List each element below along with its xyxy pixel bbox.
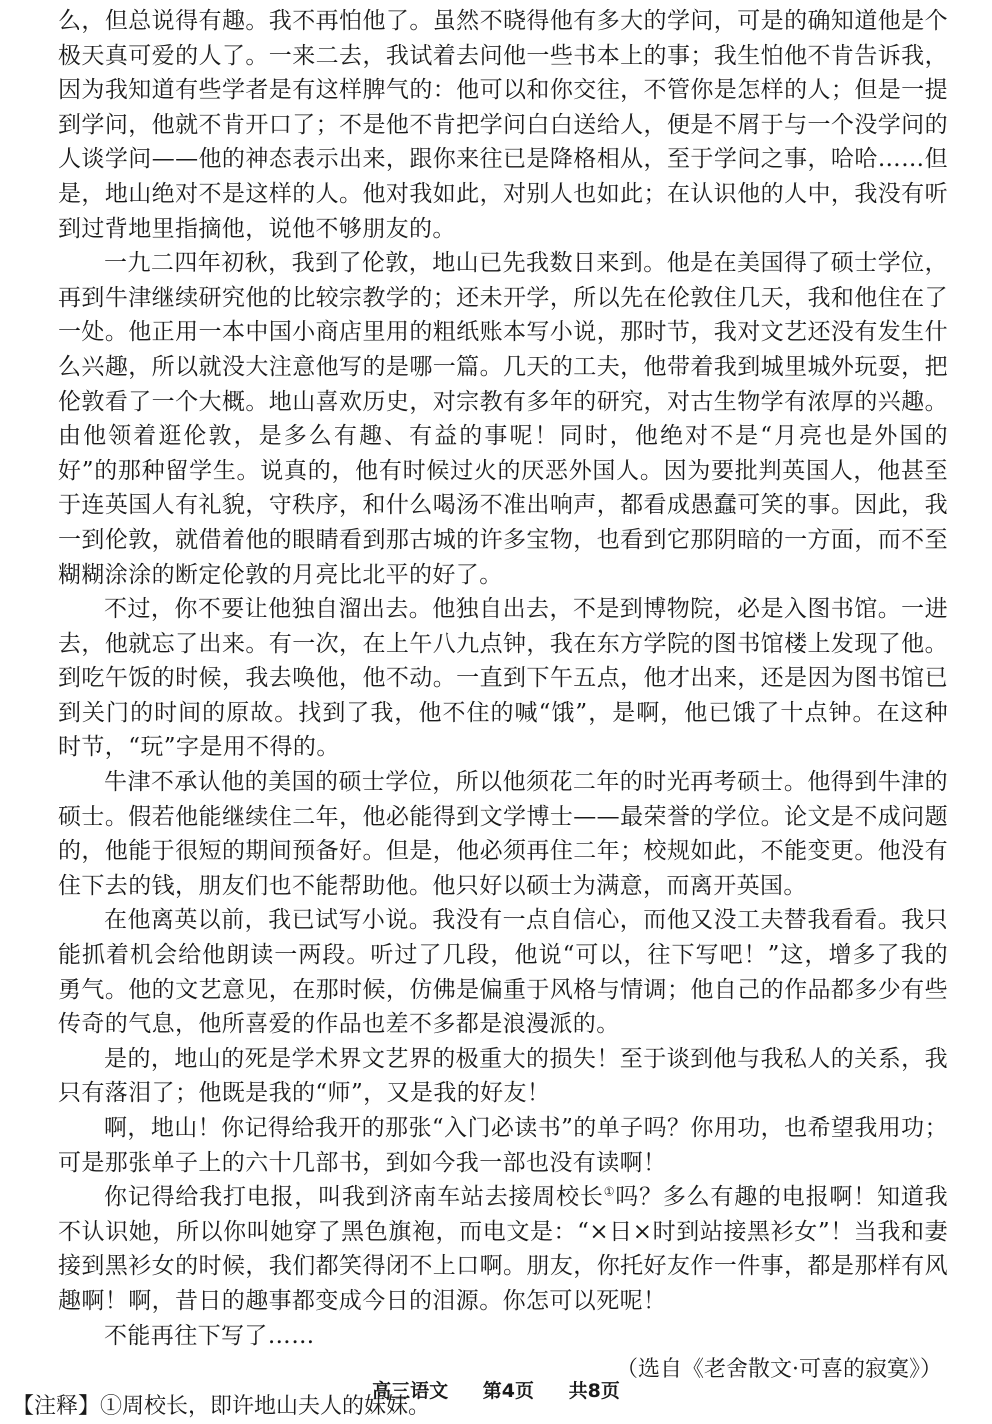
footer-total-pages: 共8页	[568, 1380, 620, 1402]
closing-line: 不能再往下写了……	[104, 1322, 315, 1349]
annotation-note: 【注释】①周校长，即许地山夫人的妹妹。	[12, 1393, 431, 1419]
paragraph-6: 是的，地山的死是学术界文艺界的极重大的损失！至于谈到他与我私人的关系，我只有落泪了；他既是我的“师”，又是我的好友！	[58, 1045, 948, 1107]
telegram-text-before: 你记得给我打电报，叫我到济南车站去接周校长	[104, 1184, 604, 1211]
paragraph-5: 在他离英以前，我已试写小说。我没有一点自信心，而他又没工夫替我看看。我只能抓着机会给他朗读一两段。听过了几段，他说“可以，往下写吧！”这，增多了我的勇气。他的文艺意见，在那时候，仿佛是偏重于风格与情调；他自己的作品都多少有些传奇的气息，他所喜爱的作品也差不多都是浪漫派的。	[58, 907, 948, 1038]
footer-page-number: 第4页	[482, 1380, 534, 1402]
paragraph-telegram	[58, 1180, 948, 1318]
paragraph-4: 牛津不承认他的美国的硕士学位，所以他须花二年的时光再考硕士。他得到牛津的硕士。假若他能继续住二年，他必能得到文学博士——最荣誉的学位。论文是不成问题的，他能于很短的期间预备好。但是，他必须再住二年；校规如此，不能变更。他没有住下去的钱，朋友们也不能帮助他。他只好以硕士为满意，而离开英国。	[58, 769, 948, 899]
source-citation: （选自《老舍散文·可喜的寂寞》）	[616, 1357, 942, 1383]
paragraph-1: 么，但总说得有趣。我不再怕他了。虽然不晓得他有多大的学问，可是的确知道他是个极天真可爱的人了。一来二去，我试着去问他一些书本上的事；我生怕他不肯告诉我，因为我知道有些学者是有这样脾气的：他可以和你交往，不管你是怎样的人；但是一提到学问，他就不肯开口了；不是他不肯把学问白白送给人，便是不屑于与一个没学问的人谈学问——他的神态表示出来，跟你来往已是降格相从，至于学问之事，哈哈……但是，地山绝对不是这样的人。他对我如此，对别人也如此；在认识他的人中，我没有听到过背地里指摘他，说他不够朋友的。	[58, 8, 948, 242]
telegram-text-after: 吗？多么有趣的电报啊！知道我不认识她，所以你叫她穿了黑色旗袍，而电文是：“×日×时到站接黑衫女”！当我和妻接到黑衫女的时候，我们都笑得闭不上口啊。朋友，你托好友作一件事，都是那样有风趣啊！啊，昔日的趣事都变成今日的泪源。你怎可以死呢！	[58, 1184, 948, 1314]
footer-subject: 高三语文	[372, 1380, 449, 1402]
page-footer	[0, 1376, 992, 1403]
paragraph-7: 啊，地山！你记得给我开的那张“入门必读书”的单子吗？你用功，也希望我用功；可是那张单子上的六十几部书，到如今我一部也没有读啊！	[58, 1115, 948, 1176]
paragraph-3: 不过，你不要让他独自溜出去。他独自出去，不是到博物院，必是入图书馆。一进去，他就忘了出来。有一次，在上午八九点钟，我在东方学院的图书馆楼上发现了他。到吃午饭的时候，我去唤他，他不动。一直到下午五点，他才出来，还是因为图书馆已到关门的时间的原故。找到了我，他不住的喊“饿”，是啊，他已饿了十点钟。在这种时节，“玩”字是用不得的。	[58, 596, 948, 761]
footnote-mark: ①	[603, 1184, 616, 1199]
article-body	[12, 4, 948, 1424]
paragraph-2: 一九二四年初秋，我到了伦敦，地山已先我数日来到。他是在美国得了硕士学位，再到牛津继续研究他的比较宗教学的；还未开学，所以先在伦敦住几天，我和他住在了一处。他正用一本中国小商店里用的粗纸账本写小说，那时节，我对文艺还没有发生什么兴趣，所以就没大注意他写的是哪一篇。几天的工夫，他带着我到城里城外玩耍，把伦敦看了一个大概。地山喜欢历史，对宗教有多年的研究，对古生物学有浓厚的兴趣。由他领着逛伦敦，是多么有趣、有益的事呢！同时，他绝对不是“月亮也是外国的好”的那种留学生。说真的，他有时候过火的厌恶外国人。因为要批判英国人，他甚至于连英国人有礼貌，守秩序，和什么喝汤不准出响声，都看成愚蠢可笑的事。因此，我一到伦敦，就借着他的眼睛看到那古城的许多宝物，也看到它那阴暗的一方面，而不至糊糊涂涂的断定伦敦的月亮比北平的好了。	[58, 250, 948, 588]
